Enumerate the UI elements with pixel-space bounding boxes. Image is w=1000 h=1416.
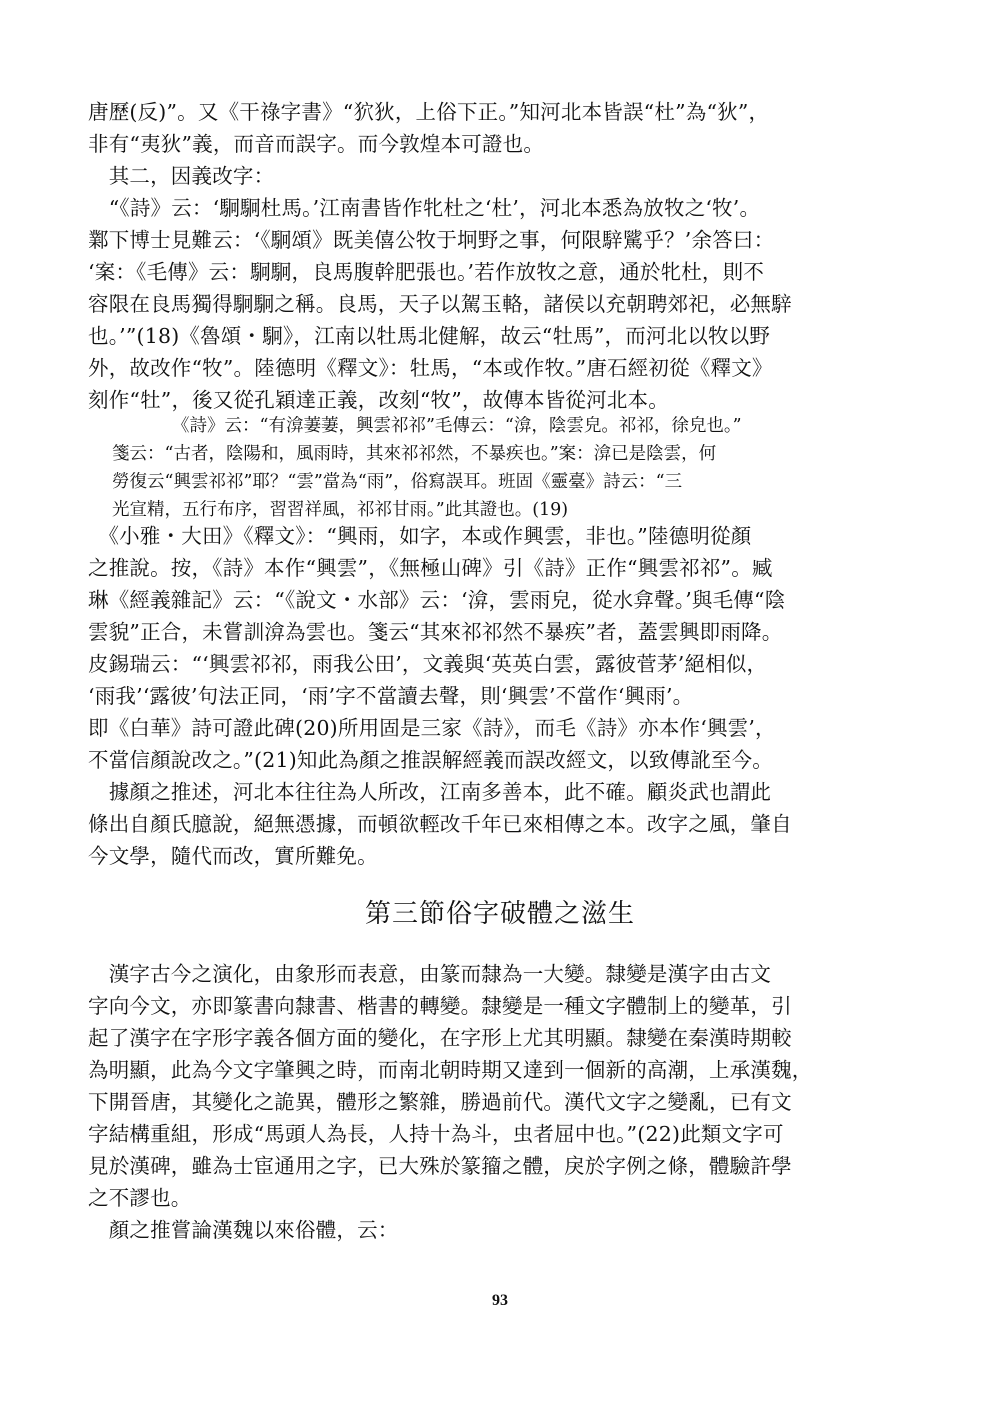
text-line: 顏之推嘗論漢魏以來俗體，云： (88, 1218, 399, 1242)
text-line: 皮錫瑞云：“‘興雲祁祁，雨我公田’，文義與‘英英白雲，露彼菅茅’絕相似， (88, 652, 768, 676)
text-line: “《詩》云：‘駉駉杜馬。’江南書皆作牝杜之‘杜’，河北本悉為放牧之‘牧’。 (88, 196, 761, 220)
text-line: 之不謬也。 (88, 1186, 192, 1210)
text-line: 之推說。按，《詩》本作“興雲”，《無極山碑》引《詩》正作“興雲祁祁”。臧 (88, 556, 773, 580)
paragraphs-middle (88, 520, 882, 872)
text-line: 外，故改作“牧”。陸德明《釋文》：牡馬，“本或作牧。”唐石經初從《釋文》 (88, 356, 773, 380)
text-line: 即《白華》詩可證此碑(20)所用固是三家《詩》，而毛《詩》亦本作‘興雲’， (88, 716, 776, 740)
text-line: 鄴下博士見難云：‘《駉頌》既美僖公牧于坰野之事，何限騂騭乎？’余答曰： (88, 228, 775, 252)
text-line: 容限在良馬獨得駉駉之稱。良馬，天子以駕玉輅，諸侯以充朝聘郊祀，必無騂 (88, 292, 792, 316)
text-line: 雲貌”正合，未嘗訓渰為雲也。箋云“其來祁祁然不暴疾”者，蓋雲興即雨降。 (88, 620, 783, 644)
text-line: 也。’”(18)《魯頌・駉》，江南以牡馬北健解，故云“牡馬”，而河北以牧以野 (88, 324, 771, 348)
text-line: 起了漢字在字形字義各個方面的變化，在字形上尤其明顯。隸變在秦漢時期較 (88, 1026, 792, 1050)
text-line: 為明顯，此為今文字肇興之時，而南北朝時期又達到一個新的高潮，上承漢魏， (88, 1058, 813, 1082)
quote-line: 《詩》云：“有渰萋萋，興雲祁祁”毛傳云：“渰，陰雲皃。祁祁，徐皃也。” (172, 416, 742, 436)
text-line: 不當信顏說改之。”(21)知此為顏之推誤解經義而誤改經文，以致傳訛至今。 (88, 748, 774, 772)
block-quote (112, 412, 872, 524)
paragraphs-bottom (88, 958, 882, 1246)
text-line: 漢字古今之演化，由象形而表意，由篆而隸為一大變。隸變是漢字由古文 (88, 962, 772, 986)
text-line: 下開晉唐，其變化之詭異，體形之繁雜，勝過前代。漢代文字之變亂，已有文 (88, 1090, 792, 1114)
text-line: 刻作“牡”，後又從孔穎達正義，改刻“牧”，故傳本皆從河北本。 (88, 388, 669, 412)
text-line: 琳《經義雜記》云：“《說文・水部》云：‘渰，雲雨皃，從水弇聲。’與毛傳“陰 (88, 588, 786, 612)
quote-line: 光宣精，五行布序，習習祥風，祁祁甘雨。”此其證也。(19) (112, 500, 569, 520)
text-line: 唐歷(反)”。又《干祿字書》“狖狄，上俗下正。”知河北本皆誤“杜”為“狄”， (88, 100, 770, 124)
page-number: 93 (492, 1292, 508, 1309)
quote-line: 勞復云“興雲祁祁”耶？“雲”當為“雨”，俗寫誤耳。班固《靈臺》詩云：“三 (112, 472, 683, 492)
text-line: 《小雅・大田》《釋文》：“興雨，如字，本或作興雲，非也。”陸德明從顏 (88, 524, 752, 548)
text-line: 據顏之推述，河北本往往為人所改，江南多善本，此不確。顧炎武也謂此 (88, 780, 772, 804)
text-line: 見於漢碑，雖為士宦通用之字，已大殊於篆籀之體，戾於字例之條，體驗許學 (88, 1154, 792, 1178)
text-line: ‘雨我’‘露彼’句法正同，‘雨’字不當讀去聲，則‘興雲’不當作‘興雨’。 (88, 684, 694, 708)
section-heading: 第三節俗字破體之滋生 (364, 899, 635, 929)
text-line: 字結構重組，形成“馬頭人為長，人持十為斗，虫者屈中也。”(22)此類文字可 (88, 1122, 784, 1146)
text-line: ‘案：《毛傳》云：駉駉，良馬腹幹肥張也。’若作放牧之意，通於牝杜，則不 (88, 260, 765, 284)
paragraphs-top (88, 96, 882, 416)
text-line: 其二，因義改字： (88, 164, 275, 188)
text-line: 今文學，隨代而改，實所難免。 (88, 844, 378, 868)
quote-line: 箋云：“古者，陰陽和，風雨時，其來祁祁然，不暴疾也。”案：渰已是陰雲，何 (112, 444, 717, 464)
text-line: 字向今文，亦即篆書向隸書、楷書的轉變。隸變是一種文字體制上的變革，引 (88, 994, 792, 1018)
text-line: 非有“夷狄”義，而音而誤字。而今敦煌本可證也。 (88, 132, 545, 156)
text-line: 條出自顏氏臆說，絕無憑據，而頓欲輕改千年已來相傳之本。改字之風，肇自 (88, 812, 792, 836)
